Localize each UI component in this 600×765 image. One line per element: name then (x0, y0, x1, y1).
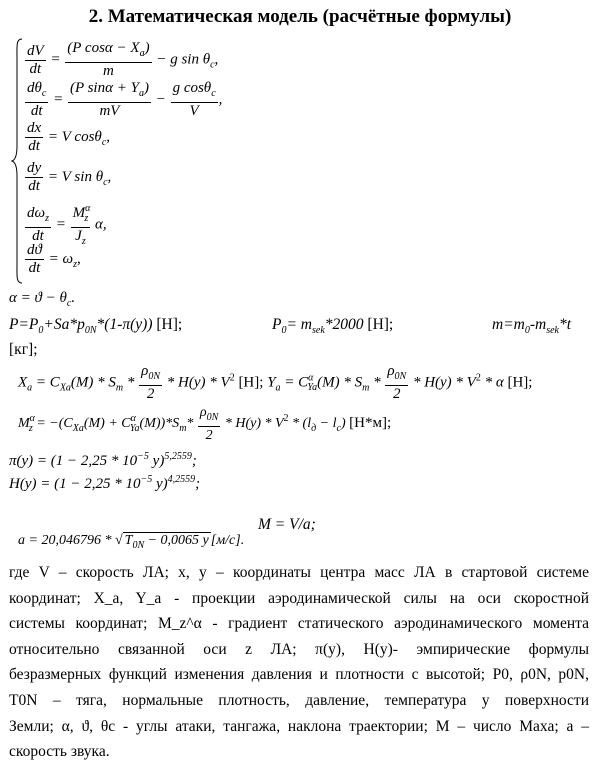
description-line: T0N – тяга, нормальные плотность, давление, температура у поверхности (9, 691, 589, 709)
equation-domega-dt: $\frac{d\omega_z}{dt}$ = $\frac{M^\alpha_z}{J_z}$ α, (24, 200, 107, 250)
equation-dx-dt: $\frac{dx}{dt}$ = V cosθ$_c$, (27, 120, 111, 154)
equation-dtheta-dt: $\frac{d\theta_c}{dt}$ = $\frac{(P \sin\alpha + Y_a)}{mV}$ − $\frac{g \cos\theta_c}{V}$ , (27, 80, 223, 119)
system-brace (11, 38, 23, 284)
sound-speed-formula: a = 20,046796 * √ $T_{0N} - 0,0065$ y [м/с]. (18, 533, 245, 551)
equation-dy-dt: $\frac{dy}{dt}$ = V $\sin \theta_c$, (27, 160, 112, 194)
mach-formula: M = V/a; (258, 516, 316, 533)
description-line: безразмерных функций изменения давления и плотности с высотой; P0, ρ0N, p0N, (9, 666, 589, 684)
mass-formula: $m=m_0-m_{sek}*t$ (492, 316, 572, 336)
thrust-formula: $P=P_0+Sa*p_{0N}*(1-\pi(y))$ [Н]; (9, 316, 183, 336)
equation-dvartheta-dt: $\frac{dϑ}{dt}$ = $\omega_z$, (27, 242, 81, 276)
aero-forces-formula: $X_a = C_{Xa}(M) * S_m$ * $\frac{\rho_{0N}}{2}$ * $H(y) * V^2$ [Н]; $Y_a = C^\alpha_{Ya}(M) * S_m$ * $\frac{\rho_{0N}}{2}$ * $H(y) * V^2$ * α [Н]; (18, 363, 533, 402)
base-thrust-formula: $P_0= m_{sek}*2000$ [Н]; (272, 316, 394, 336)
section-heading: 2. Математическая модель (расчётные формулы) (88, 6, 512, 27)
description-line: где V – скорость ЛА; x, y – координаты центра масс ЛА в стартовой системе (9, 564, 589, 581)
alpha-relation: $\alpha = ϑ - \theta_c$. (9, 290, 76, 309)
equation-dv-dt: $\frac{dV}{dt}$ = $\frac{(P \cos\alpha - X_a)}{m}$ − g $\sin \theta_c$, (27, 40, 219, 79)
description-line: координат; X_a, Y_a - проекции аэродинамической силы на оси скоростной (9, 589, 589, 607)
pressure-function: $\pi(y) = (1 - 2,25 * 10^{-5}$ y)$^{5,2559}$; (9, 451, 197, 469)
description-paragraph (9, 560, 589, 765)
moment-formula: $M^\alpha_z = -(C_{Xa}(M) + C^\alpha_{Ya}(M))*S_m*$ $\frac{\rho_{0N}}{2}$ * $H(y) * V^2 * (l_д - l_c)$ [Н*м]; (18, 405, 392, 443)
description-line: скорость звука. (9, 743, 110, 761)
mass-unit: [кг]; (9, 341, 38, 358)
density-function: $H(y) = (1 - 2,25 * 10^{-5}$ y)$^{4,2559}$; (9, 474, 201, 492)
description-line: Земли; α, ϑ, θc - углы атаки, тангажа, наклона траектории; М – число Маха; a – (9, 717, 589, 735)
description-line: относительно связанной оси z ЛА; π(y), H(y)- эмпирические формулы (9, 640, 589, 658)
description-line: системы координат; M_z^α - градиент статического аэродинамического момента (9, 615, 589, 633)
